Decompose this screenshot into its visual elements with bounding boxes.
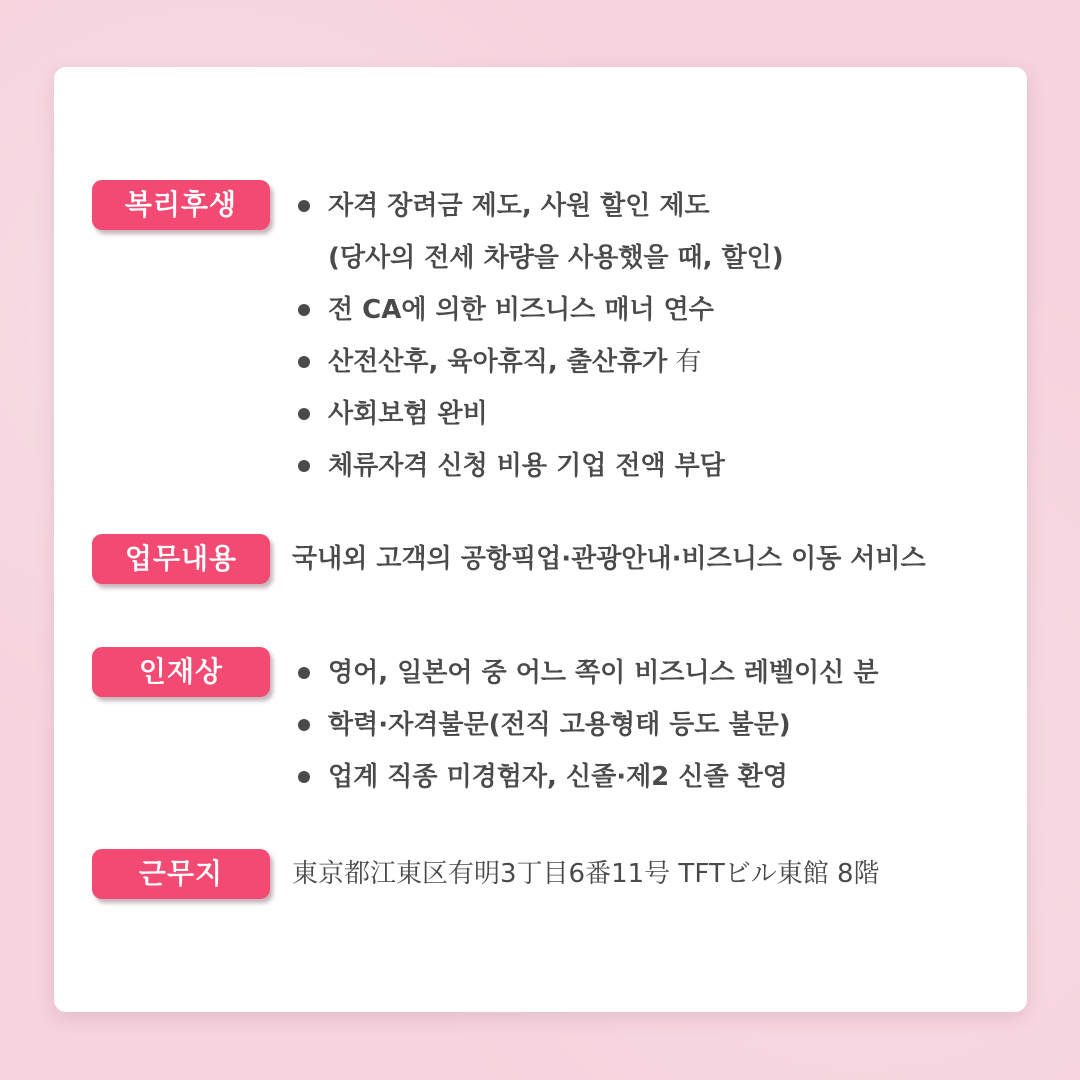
bullet-icon (298, 200, 310, 212)
list-item (298, 647, 878, 699)
item-text: 학력·자격불문(전직 고용형태 등도 불문) (328, 710, 791, 740)
benefits-list (298, 180, 784, 492)
bullet-icon (298, 408, 310, 420)
label-benefits: 복리후생 (92, 180, 270, 230)
list-item (298, 284, 784, 336)
item-text: 산전산후, 육아휴직, 출산휴가 (328, 347, 668, 377)
ideal-candidate-content (298, 647, 878, 803)
list-item (298, 699, 878, 751)
list-item (298, 336, 784, 388)
ideal-candidate-list (298, 647, 878, 803)
section-benefits (92, 180, 784, 492)
info-card (54, 67, 1027, 1012)
bullet-icon (298, 719, 310, 731)
job-description-text: 국내외 고객의 공항픽업·관광안내·비즈니스 이동 서비스 (292, 544, 926, 574)
bullet-icon (298, 771, 310, 783)
item-text: 사회보험 완비 (328, 399, 488, 429)
section-job-description (92, 534, 926, 584)
label-work-location: 근무지 (92, 849, 270, 899)
benefits-content (298, 180, 784, 492)
bullet-icon (298, 667, 310, 679)
bullet-icon (298, 356, 310, 368)
bullet-icon (298, 460, 310, 472)
section-ideal-candidate (92, 647, 878, 803)
item-text: 전 CA에 의한 비즈니스 매너 연수 (328, 295, 714, 325)
label-job-description: 업무내용 (92, 534, 270, 584)
item-text-continued: (당사의 전세 차량을 사용했을 때, 할인) (328, 243, 784, 273)
list-item (298, 751, 878, 803)
item-suffix: 有 (667, 347, 702, 377)
list-item (298, 180, 784, 284)
bullet-icon (298, 304, 310, 316)
item-text: 업계 직종 미경험자, 신졸·제2 신졸 환영 (328, 762, 788, 792)
list-item (298, 388, 784, 440)
list-item (298, 440, 784, 492)
work-location-text: 東京都江東区有明3丁目6番11号 TFTビル東館 8階 (292, 859, 880, 889)
item-text: 영어, 일본어 중 어느 쪽이 비즈니스 레벨이신 분 (328, 658, 879, 688)
label-ideal-candidate: 인재상 (92, 647, 270, 697)
section-work-location (92, 849, 880, 899)
item-text: 자격 장려금 제도, 사원 할인 제도 (328, 191, 710, 221)
item-text: 체류자격 신청 비용 기업 전액 부담 (328, 451, 725, 481)
